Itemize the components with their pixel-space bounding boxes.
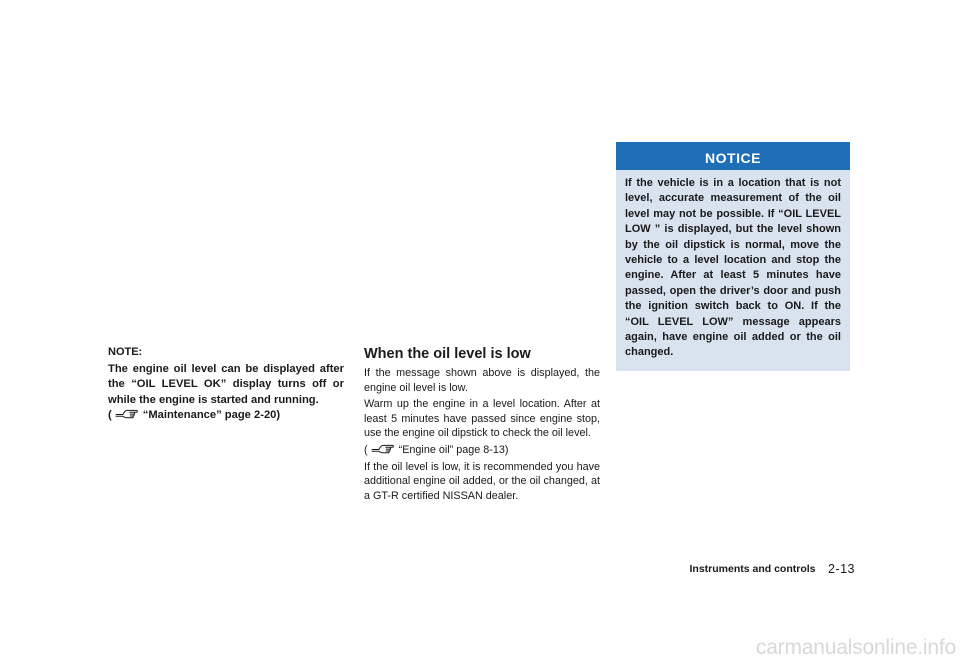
watermark: carmanualsonline.info <box>755 636 956 659</box>
note-column <box>108 345 344 424</box>
pointing-hand-icon <box>115 408 139 420</box>
oil-low-column <box>364 345 600 505</box>
engine-oil-reference-open: ( <box>364 443 368 456</box>
section-title: When the oil level is low <box>364 346 531 362</box>
note-reference-open: ( <box>108 409 112 422</box>
paragraph-dealer: If the oil level is low, it is recommended you have additional engine oil added, or the oil changed, at a GT-R certified NISSAN dealer. <box>364 460 600 502</box>
note-reference <box>108 408 344 423</box>
engine-oil-reference <box>364 443 600 458</box>
paragraph-message: If the message shown above is displayed, the engine oil level is low. <box>364 367 600 394</box>
footer-section-title: Instruments and controls <box>689 563 816 575</box>
page-number: 2-13 <box>827 562 855 576</box>
page-footer <box>650 560 855 578</box>
notice-box <box>616 142 850 371</box>
paragraph-warm-up: Warm up the engine in a level location. After at least 5 minutes have passed since engine stop, use the engine oil dipstick to check the oil level. <box>364 398 600 440</box>
note-heading: NOTE: <box>108 346 143 358</box>
notice-text: If the vehicle is in a location that is not level, accurate measurement of the oil level may not be possible. If “OIL LEVEL LOW ” is displayed, but the level shown by the oil dipstick is normal, move the vehicle to a level location and stop the engine. After at least 5 minutes have passed, open the driver’s door and push the ignition switch back to ON. If the “OIL LEVEL LOW” message appears again, have engine oil added or the oil changed. <box>625 177 841 359</box>
notice-header: NOTICE <box>616 142 850 170</box>
engine-oil-reference-text: “Engine oil” page 8-13) <box>398 443 509 456</box>
note-reference-text: “Maintenance” page 2-20) <box>142 409 281 422</box>
note-body: The engine oil level can be displayed after the “OIL LEVEL OK” display turns off or while the engine is started and running. <box>108 363 344 406</box>
notice-column <box>616 142 850 371</box>
pointing-hand-icon <box>371 443 395 455</box>
